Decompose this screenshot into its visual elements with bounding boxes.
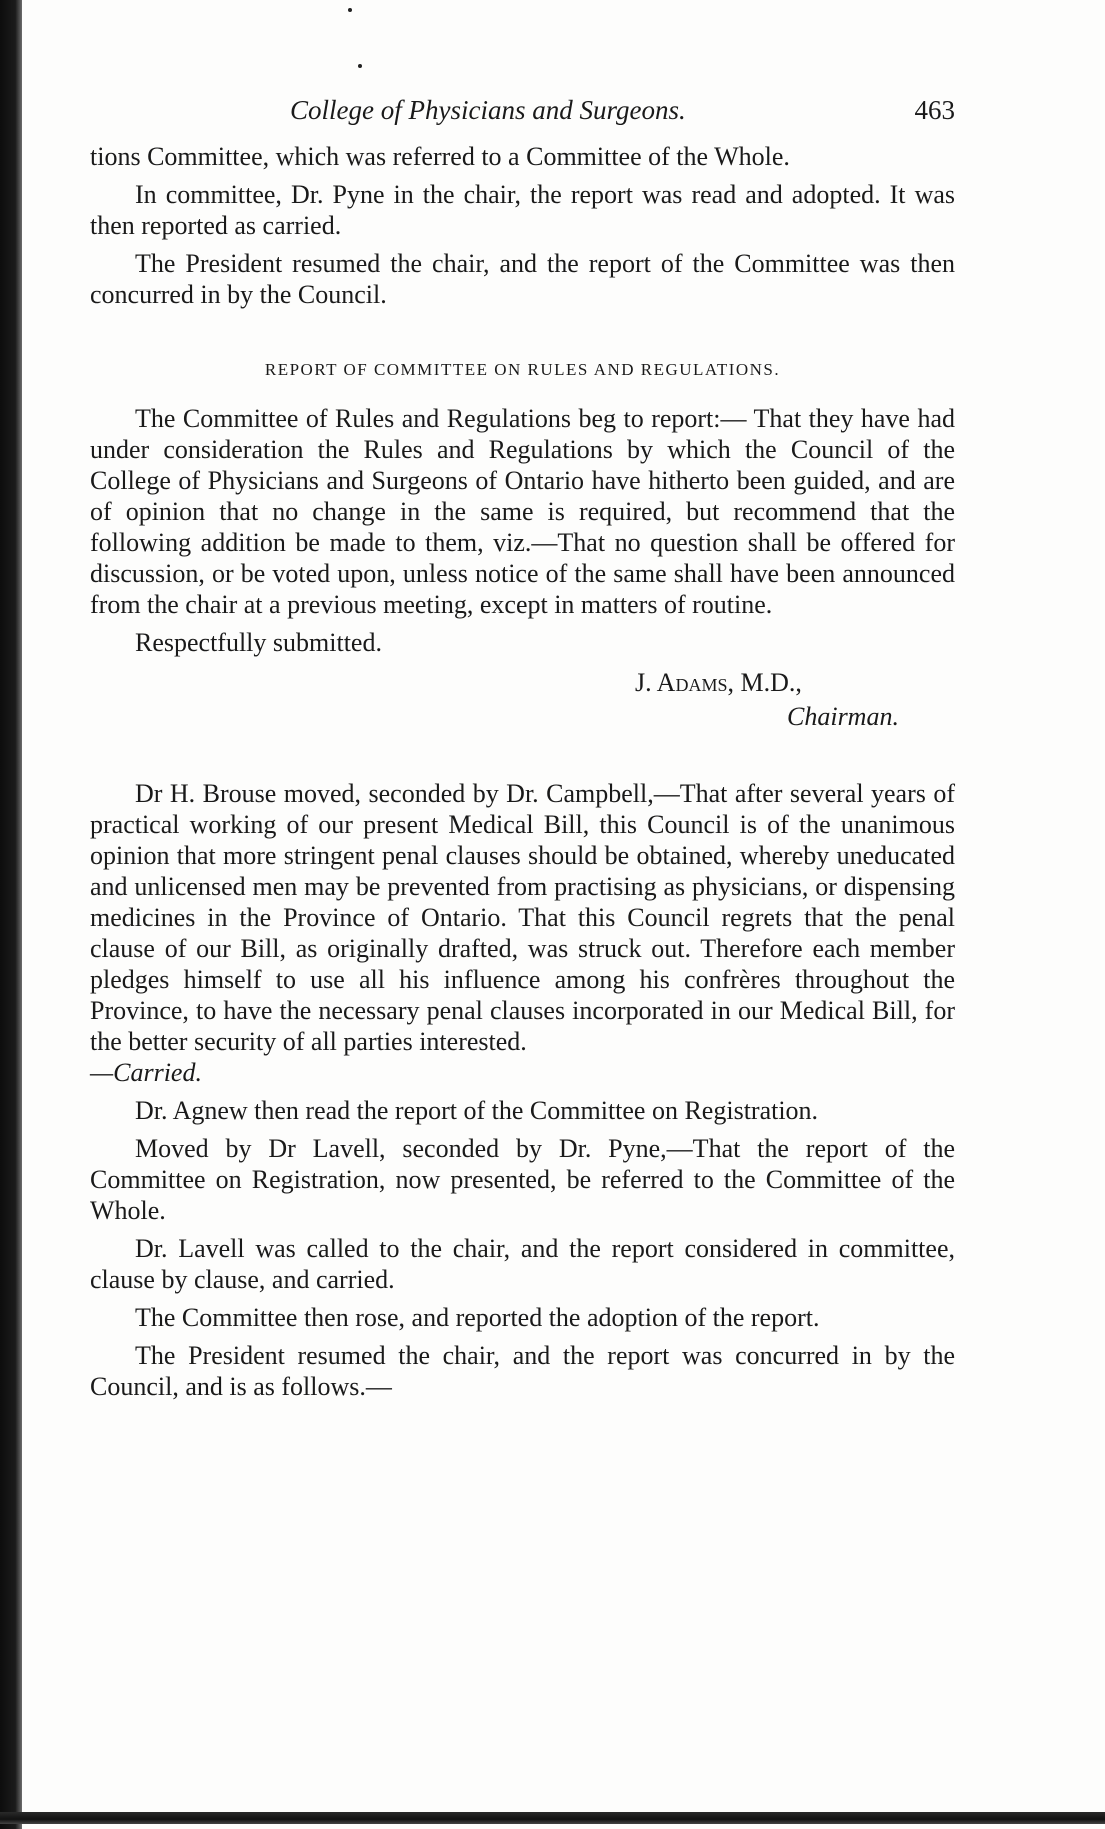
paragraph-committee-referral: tions Committee, which was referred to a Committee of the Whole. — [90, 142, 790, 171]
signature-name: J. Adams, M.D., — [635, 668, 802, 697]
running-head-title: College of Physicians and Surgeons. — [290, 95, 686, 125]
signature-block — [90, 666, 955, 734]
ink-speck — [358, 64, 362, 68]
paragraph-agnew-registration: Dr. Agnew then read the report of the Committee on Registration. — [135, 1096, 819, 1125]
paragraph-brouse-motion — [90, 778, 955, 1088]
paragraph-committee-adopted: In committee, Dr. Pyne in the chair, the report was read and adopted. It was then reported as carried. — [90, 180, 955, 240]
signature-title: Chairman. — [787, 702, 899, 731]
page-binding-edge — [0, 0, 22, 1829]
motion-result-carried: —Carried. — [90, 1058, 202, 1087]
bottom-edge-rule — [0, 1812, 1105, 1824]
brouse-motion-text: Dr H. Brouse moved, seconded by Dr. Campbell,—That after several years of practical working of our present Medical Bill, this Council is of the unanimous opinion that more stringent penal clauses should be obtained, whereby uneducated and unlicensed men may be prevented from practising as physicians, or dispensing medicines in the Province of Ontario. That this Council regrets that the penal clause of our Bill, as originally drafted, was struck out. Therefore each member pledges himself to use all his influence among his confrères throughout the Province, to have the necessary penal clauses incorporated in our Medical Bill, for the better security of all parties interested. — [90, 779, 955, 1056]
paragraph-president-resumed: The President resumed the chair, and the report was concurred in by the Council, and is as follows.— — [90, 1341, 955, 1401]
paragraph-lavell-motion: Moved by Dr Lavell, seconded by Dr. Pyne,—That the report of the Committee on Registration, now presented, be referred to the Committee of the Whole. — [90, 1134, 955, 1225]
page-text-block — [90, 95, 955, 1409]
page-number: 463 — [914, 95, 955, 125]
section-heading-rules-report: REPORT OF COMMITTEE ON RULES AND REGULATIONS. — [264, 360, 781, 379]
paragraph-rules-report-body: The Committee of Rules and Regulations beg to report:— That they have had under consideration the Rules and Regulations by which the Council of the College of Physicians and Surgeons of Ontario have hitherto been guided, and are of opinion that no change in the same is required, but recommend that the following addition be made to them, viz.—That no question shall be offered for discussion, or be voted upon, unless notice of the same shall have been announced from the chair at a previous meeting, except in matters of routine. — [90, 404, 955, 619]
ink-speck — [348, 8, 352, 12]
paragraph-respectfully-submitted: Respectfully submitted. — [135, 628, 382, 657]
paragraph-lavell-chair: Dr. Lavell was called to the chair, and the report considered in committee, clause by clause, and carried. — [90, 1234, 955, 1294]
running-head — [90, 95, 955, 135]
paragraph-committee-rose: The Committee then rose, and reported the adoption of the report. — [135, 1303, 820, 1332]
paragraph-report-concurred: The President resumed the chair, and the report of the Committee was then concurred in by the Council. — [90, 249, 955, 309]
